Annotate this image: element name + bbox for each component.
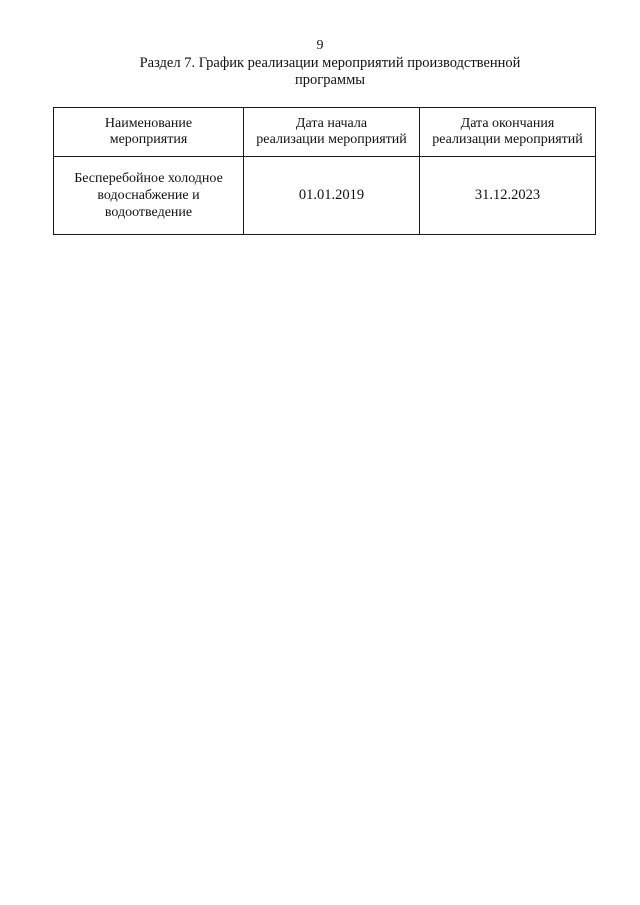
cell-end-date: 31.12.2023 bbox=[420, 157, 596, 235]
header-event-name bbox=[54, 108, 244, 157]
header-start-date bbox=[244, 108, 420, 157]
header-end-date-line-2: реализации мероприятий bbox=[432, 132, 583, 147]
header-start-date-line-1: Дата начала bbox=[295, 116, 368, 131]
header-event-name-line-1: Наименование bbox=[104, 116, 193, 131]
cell-event-name bbox=[54, 157, 244, 235]
header-end-date bbox=[420, 108, 596, 157]
header-end-date-line-1: Дата окончания bbox=[460, 116, 555, 131]
header-start-date-line-2: реализации мероприятий bbox=[256, 132, 407, 147]
cell-event-name-line-2: водоснабжение и bbox=[97, 188, 200, 203]
implementation-schedule-table bbox=[53, 107, 596, 235]
table-header-row bbox=[54, 108, 596, 157]
header-event-name-line-2: мероприятия bbox=[109, 132, 188, 147]
cell-event-name-line-1: Бесперебойное холодное bbox=[74, 171, 223, 186]
cell-start-date: 01.01.2019 bbox=[244, 157, 420, 235]
table-row bbox=[54, 157, 596, 235]
section-title bbox=[110, 55, 550, 89]
cell-event-name-line-3: водоотведение bbox=[104, 205, 193, 220]
section-title-line-1: Раздел 7. График реализации мероприятий производственной bbox=[139, 55, 521, 71]
section-title-line-2: программы bbox=[295, 72, 365, 88]
page-number: 9 bbox=[316, 38, 324, 53]
